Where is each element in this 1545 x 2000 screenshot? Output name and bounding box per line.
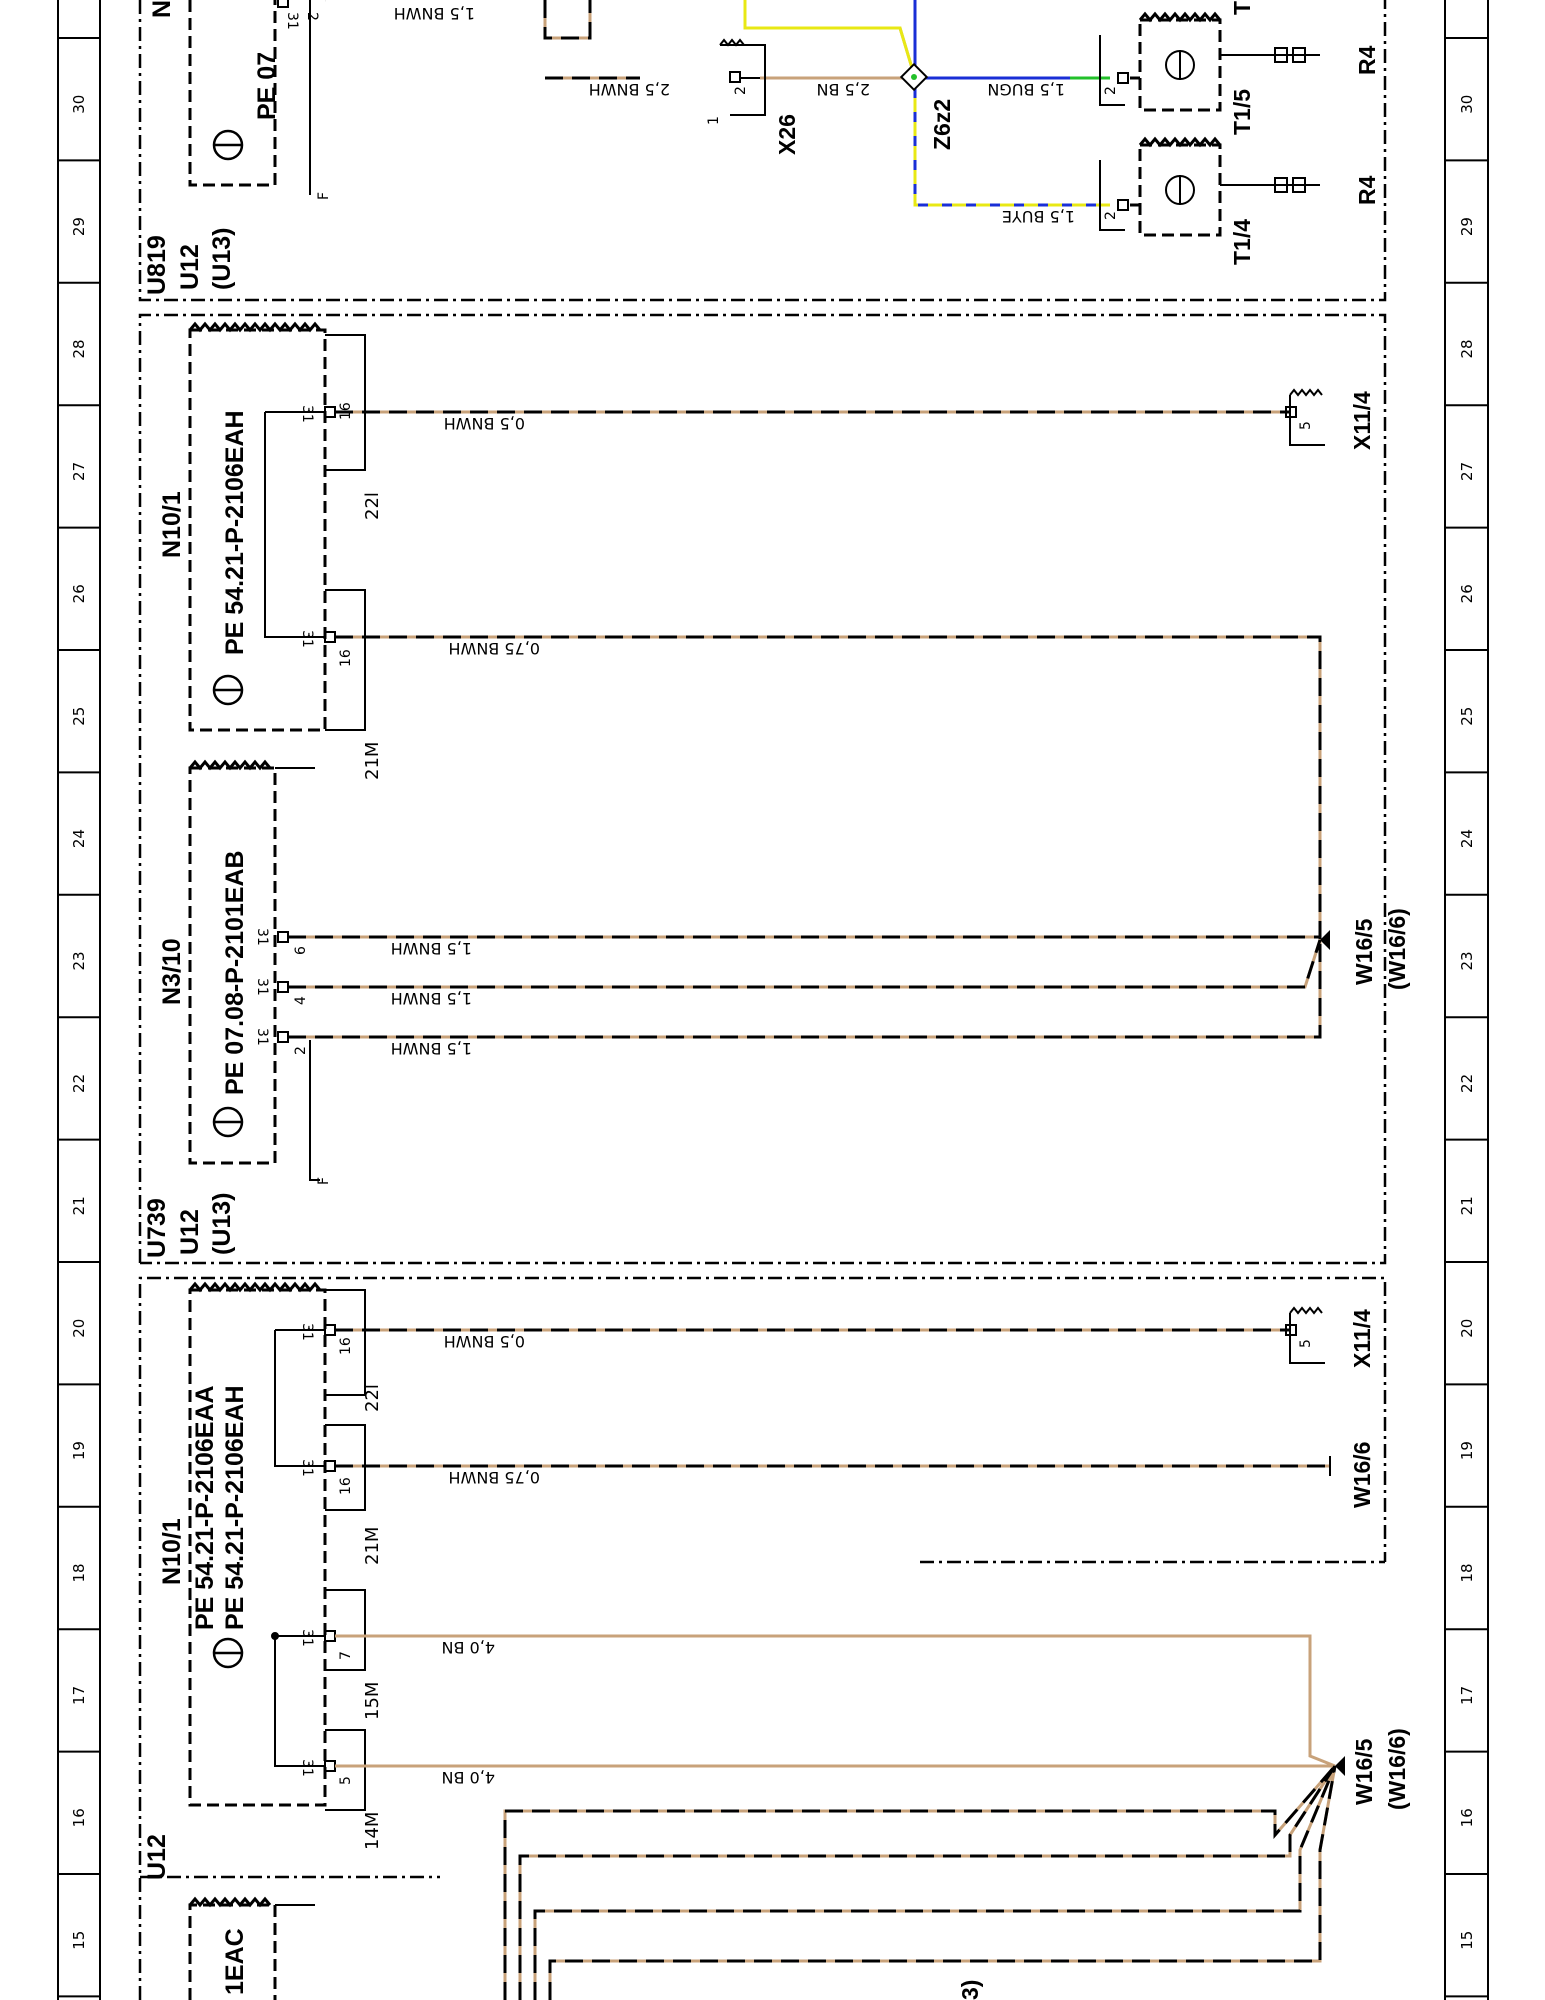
ruler-number: 23 <box>1458 951 1476 971</box>
pin-t15-2: 2 <box>1103 86 1119 95</box>
ruler-number: 24 <box>1458 829 1476 849</box>
region-u12-bottom: U12 <box>143 1834 171 1880</box>
ruler-labels <box>70 95 1476 1950</box>
ruler-ticks <box>58 38 1488 1996</box>
pin-n3-31c: 31 <box>254 1028 270 1046</box>
wire-n10-lower-a: 0,5 BNWH <box>443 1332 525 1351</box>
side-14m: 14M <box>362 1811 383 1850</box>
wire-n10-lower-c: 4,0 BN <box>441 1638 495 1657</box>
ruler-number: 19 <box>70 1441 88 1461</box>
ruler-number: 26 <box>70 584 88 604</box>
module-bottom-partial-pe: 1EAC <box>221 1928 249 1995</box>
side-21m-lower: 21M <box>362 1526 383 1565</box>
internal-lines <box>265 0 365 1905</box>
wire-n10-lower-d: 4,0 BN <box>441 1768 495 1787</box>
region-u819: U819 <box>143 235 171 295</box>
module-n10-1-lower-pe-a: PE 54.21-P-2106EAA <box>191 1385 219 1630</box>
ruler-number: 16 <box>1458 1808 1476 1828</box>
x26-connector <box>720 40 765 115</box>
conn-z6z2: Z6z2 <box>929 98 955 150</box>
pin-upper-16a: 16 <box>338 402 354 420</box>
wire-n3-10-a: 1,5 BNWH <box>390 939 472 958</box>
conn-w16-5-upper: W16/5 <box>1351 918 1377 985</box>
ruler-number: 16 <box>70 1808 88 1828</box>
ruler-number: 30 <box>1458 94 1476 114</box>
conn-t1-5: T1/5 <box>1229 88 1255 135</box>
ruler-number: 25 <box>70 706 88 726</box>
ruler-number: 23 <box>70 951 88 971</box>
ruler-number: 30 <box>70 94 88 114</box>
region-u12-top: U12 <box>176 244 204 290</box>
pin-x26-2: 2 <box>733 86 749 95</box>
side-22l-lower: 22l <box>362 1384 383 1412</box>
ruler-number: 27 <box>1458 461 1476 481</box>
region-u12-mid: U12 <box>176 1209 204 1255</box>
conn-r4-a: R4 <box>1354 45 1380 75</box>
conn-w16-6-lower-b: (W16/6) <box>1384 1728 1410 1810</box>
pin-x11-upper-5: 5 <box>1298 421 1314 430</box>
pin-top-2: 2 <box>304 12 320 21</box>
conn-w16-6-lower: W16/6 <box>1349 1441 1375 1508</box>
module-n3-10-pe: PE 07.08-P-2101EAB <box>221 850 249 1095</box>
ruler-number: 15 <box>70 1930 88 1950</box>
side-22l-upper: 22l <box>362 492 383 520</box>
pin-t14-2: 2 <box>1103 211 1119 220</box>
ruler-number: 22 <box>1458 1073 1476 1093</box>
ruler-number: 29 <box>1458 217 1476 237</box>
pin-top-31: 31 <box>284 12 300 30</box>
wire-t14-buye: 1,5 BUYE <box>1001 207 1075 226</box>
z6z2-node <box>901 64 926 89</box>
ruler-number: 15 <box>1458 1930 1476 1950</box>
ruler-number: 28 <box>70 339 88 359</box>
ruler-number: 28 <box>1458 339 1476 359</box>
ruler-number: 19 <box>1458 1441 1476 1461</box>
wire-n3-10-c: 1,5 BNWH <box>390 1039 472 1058</box>
conn-x26: X26 <box>774 114 800 155</box>
wire-x26-bnwh: 2,5 BNWH <box>588 80 670 99</box>
ruler-number: 20 <box>1458 1318 1476 1338</box>
region-u739: U739 <box>143 1198 171 1258</box>
pin-x11-lower-5: 5 <box>1298 1339 1314 1348</box>
ruler-number: 21 <box>70 1196 88 1216</box>
pin-lower-31b: 31 <box>299 1459 315 1477</box>
pin-n3-31a: 31 <box>254 928 270 946</box>
wire-x26-bn: 2,5 BN <box>816 80 870 99</box>
conn-t1-4: T1/4 <box>1229 218 1255 265</box>
pin-n3-31b: 31 <box>254 978 270 996</box>
ruler-number: 25 <box>1458 706 1476 726</box>
pin-lower-7: 7 <box>338 1651 354 1660</box>
pin-n3-6: 6 <box>293 946 309 955</box>
pin-n3-2: 2 <box>293 1046 309 1055</box>
ruler-number: 17 <box>1458 1685 1476 1705</box>
module-n-top-partial: N <box>148 0 176 18</box>
conn-x11-4-lower: X11/4 <box>1349 1309 1375 1368</box>
conn-bottom-partial: 3) <box>957 1979 983 2000</box>
pin-lower-16a: 16 <box>338 1337 354 1355</box>
pin-f-mid: F <box>316 1176 332 1185</box>
pin-lower-16b: 16 <box>338 1477 354 1495</box>
wire-n10-upper-a: 0,5 BNWH <box>443 414 525 433</box>
pin-upper-31a: 31 <box>299 405 315 423</box>
side-15m: 15M <box>362 1681 383 1720</box>
ruler-number: 26 <box>1458 584 1476 604</box>
module-wavy-edges <box>190 14 1220 1905</box>
pin-n3-4: 4 <box>293 996 309 1005</box>
ruler-number: 29 <box>70 217 88 237</box>
pin-lower-31d: 31 <box>299 1759 315 1777</box>
ruler-number: 17 <box>70 1685 88 1705</box>
ruler-number: 27 <box>70 461 88 481</box>
ruler-number: 24 <box>70 829 88 849</box>
pin-lower-31a: 31 <box>299 1323 315 1341</box>
region-u13-top: (U13) <box>208 227 236 290</box>
pin-upper-16b: 16 <box>338 649 354 667</box>
conn-w16-6-upper: (W16/6) <box>1384 908 1410 990</box>
pin-f-top: F <box>316 191 332 200</box>
wire-top-bnwh: 1,5 BNWH <box>393 4 475 23</box>
sensor-internals <box>1100 35 1320 230</box>
pin-lower-31c: 31 <box>299 1629 315 1647</box>
conn-t-partial: T <box>1229 0 1255 15</box>
module-n10-1-upper: N10/1 <box>158 491 186 558</box>
side-21m-upper: 21M <box>362 741 383 780</box>
module-n-top-pe: PE 07 <box>253 51 281 120</box>
region-frames <box>140 0 1385 2000</box>
pin-x26-1: 1 <box>706 116 722 125</box>
conn-r4-b: R4 <box>1354 175 1380 205</box>
pin-upper-31b: 31 <box>299 630 315 648</box>
ruler-number: 22 <box>70 1073 88 1093</box>
ruler-number: 18 <box>1458 1563 1476 1583</box>
x11-4-terminals <box>1286 390 1330 1476</box>
module-n10-1-lower-pe-b: PE 54.21-P-2106EAH <box>221 1385 249 1630</box>
region-u13-mid: (U13) <box>208 1192 236 1255</box>
wire-n10-upper-b: 0,75 BNWH <box>448 639 540 658</box>
wire-n3-10-b: 1,5 BNWH <box>390 989 472 1008</box>
w16-arrows <box>1320 930 1345 1776</box>
conn-x11-4-upper: X11/4 <box>1349 391 1375 450</box>
ruler-number: 20 <box>70 1318 88 1338</box>
wire-t15-bugn: 1,5 BUGN <box>987 80 1065 99</box>
conn-w16-5-lower: W16/5 <box>1351 1738 1377 1805</box>
ruler-number: 18 <box>70 1563 88 1583</box>
module-n3-10: N3/10 <box>158 938 186 1005</box>
pin-lower-5: 5 <box>338 1776 354 1785</box>
module-n10-1-upper-pe: PE 54.21-P-2106EAH <box>221 410 249 655</box>
ruler-number: 21 <box>1458 1196 1476 1216</box>
wire-n10-lower-b: 0,75 BNWH <box>448 1468 540 1487</box>
module-n10-1-lower: N10/1 <box>158 1518 186 1585</box>
